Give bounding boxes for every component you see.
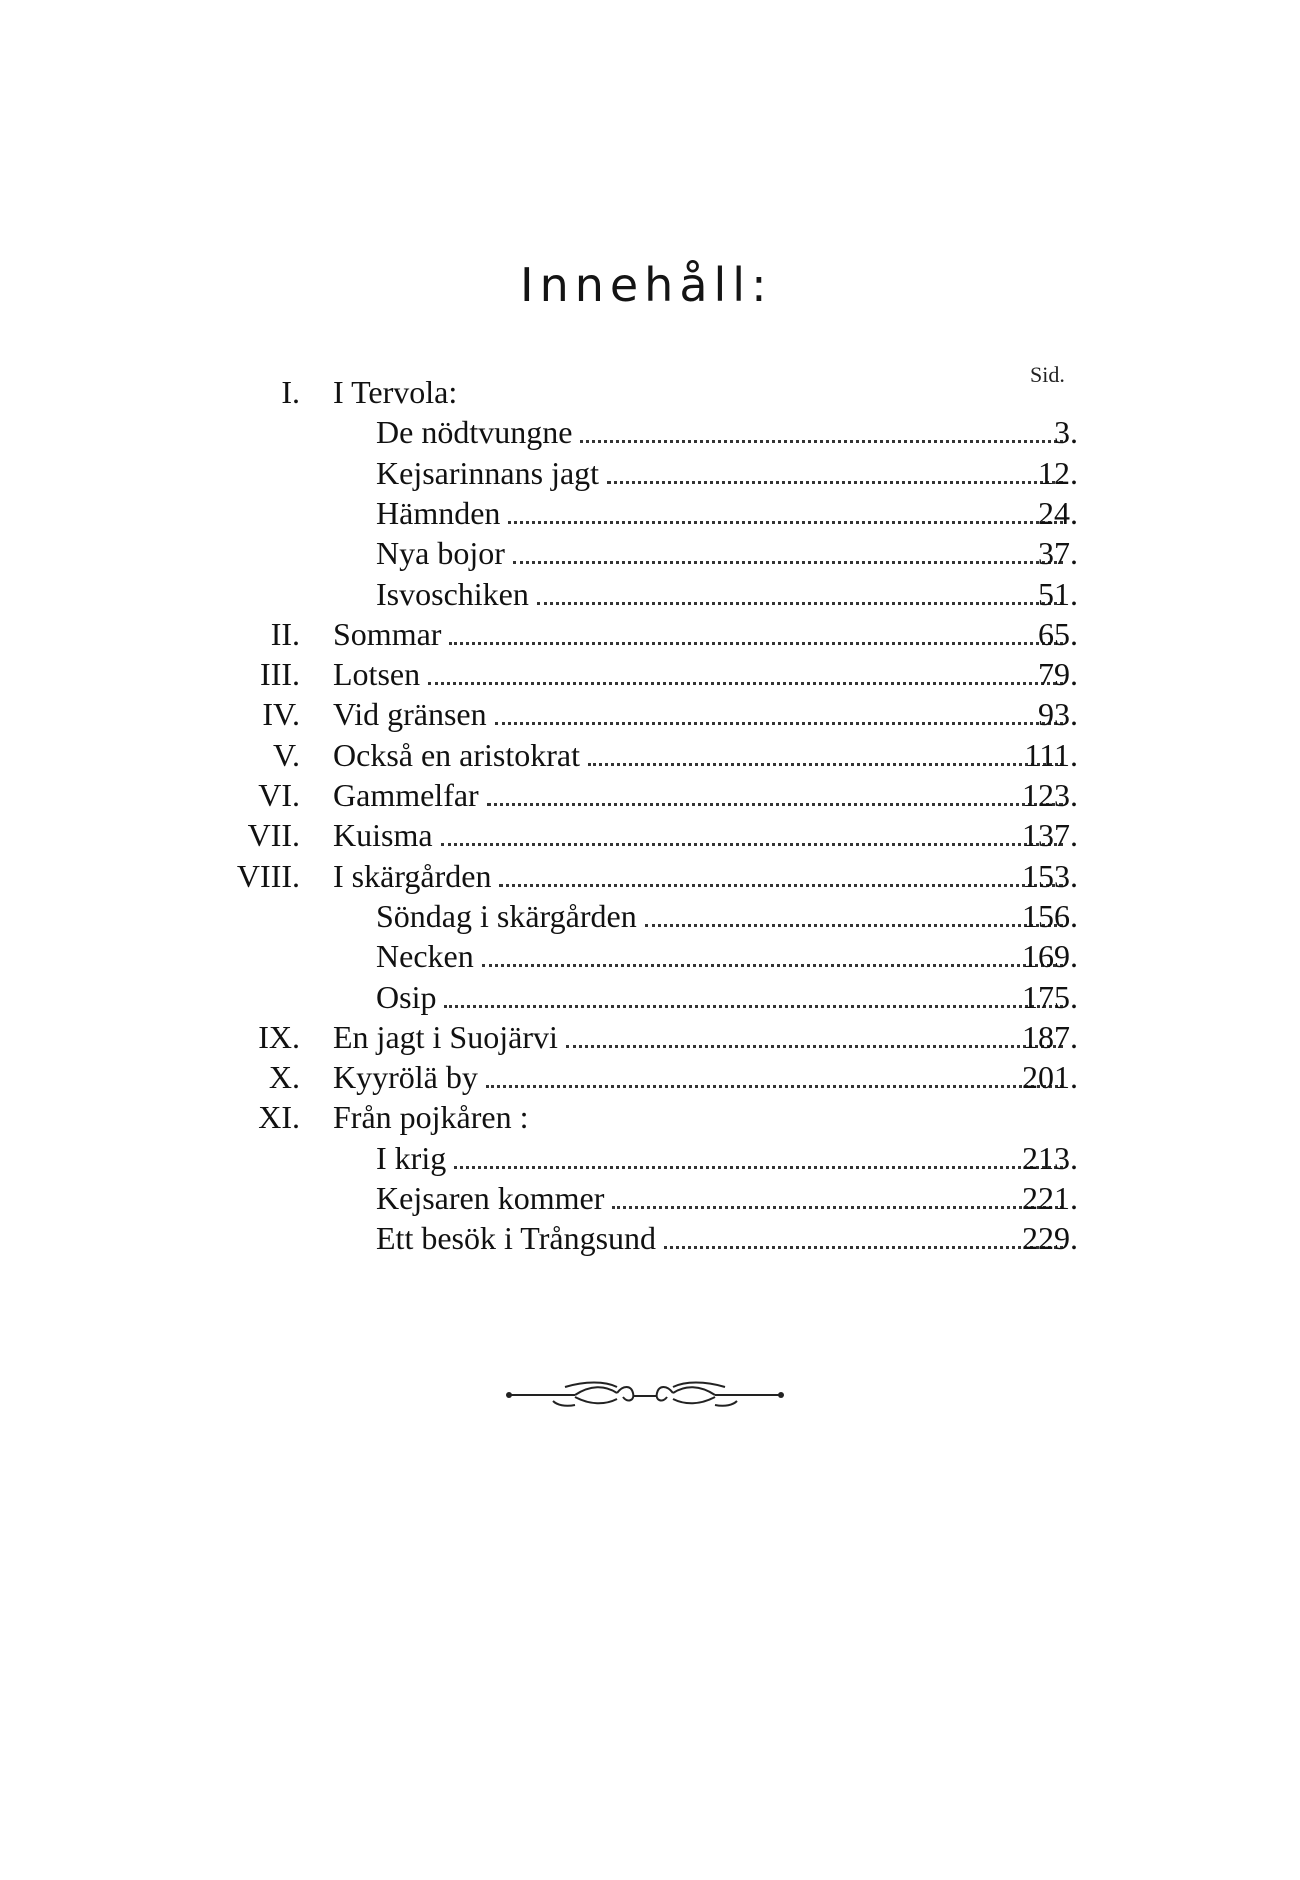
toc-row: [0, 694, 1300, 734]
entry-title: I skärgården: [333, 857, 492, 894]
toc-entry: [376, 936, 1073, 976]
entry-title: Osip: [376, 978, 437, 1015]
toc-entry: [333, 1057, 1073, 1097]
toc-entry: [333, 372, 733, 412]
toc-row: [0, 412, 1300, 452]
page-number: 229.: [1022, 1220, 1078, 1257]
entry-title: De nödtvungne: [376, 414, 573, 451]
page-number: 51.: [1038, 575, 1078, 612]
page-number: 201.: [1022, 1059, 1078, 1096]
page-number: 153.: [1022, 857, 1078, 894]
chapter-number: XI.: [258, 1099, 300, 1136]
entry-title: Nya bojor: [376, 535, 505, 572]
toc-row: [0, 1017, 1300, 1057]
page-number: 137.: [1022, 817, 1078, 854]
toc-row: [0, 453, 1300, 493]
toc-entry: [376, 1138, 1073, 1178]
page-number: 156.: [1022, 897, 1078, 934]
ornament-divider-icon: [505, 1375, 785, 1415]
dot-leader: [580, 440, 1063, 443]
toc-row: [0, 654, 1300, 694]
page-number: 93.: [1038, 696, 1078, 733]
page-number: 12.: [1038, 454, 1078, 491]
toc-row: [0, 1138, 1300, 1178]
toc-row: [0, 815, 1300, 855]
toc-entry: [333, 1017, 1073, 1057]
toc-entry: [376, 412, 1073, 452]
toc-entry: [333, 654, 1073, 694]
dot-leader: [588, 763, 1063, 766]
toc-entry: [333, 815, 1073, 855]
entry-title: Från pojkåren :: [333, 1099, 529, 1136]
toc-row: [0, 977, 1300, 1017]
toc-entry: [333, 775, 1073, 815]
entry-title: I krig: [376, 1139, 447, 1176]
toc-row: [0, 1097, 1300, 1137]
chapter-number: IX.: [258, 1018, 300, 1055]
dot-leader: [482, 964, 1063, 967]
toc-row: [0, 896, 1300, 936]
toc-row: [0, 574, 1300, 614]
dot-leader: [645, 924, 1063, 927]
entry-title: Kejsaren kommer: [376, 1180, 605, 1216]
dot-leader: [449, 642, 1063, 645]
toc-entry: [333, 694, 1073, 734]
toc-entry: [376, 574, 1073, 614]
chapter-number: V.: [273, 736, 300, 773]
toc-row: [0, 856, 1300, 896]
page-number: 24.: [1038, 494, 1078, 531]
chapter-number: VII.: [247, 817, 300, 854]
toc-entry: [333, 735, 1073, 775]
page-number: 3.: [1054, 414, 1078, 451]
page-number: 213.: [1022, 1139, 1078, 1176]
toc-row: [0, 936, 1300, 976]
dot-leader: [499, 884, 1063, 887]
entry-title: Hämnden: [376, 494, 501, 531]
chapter-number: X.: [268, 1059, 300, 1096]
page-number: 169.: [1022, 938, 1078, 975]
toc-entry: [376, 533, 1073, 573]
page-number: 175.: [1022, 978, 1078, 1015]
entry-title: Necken: [376, 938, 474, 975]
dot-leader: [612, 1206, 1063, 1209]
entry-title: Kyyrölä by: [333, 1059, 478, 1096]
toc-entry: [333, 1097, 733, 1137]
dot-leader: [508, 521, 1063, 524]
dot-leader: [441, 843, 1063, 846]
page-column-label: Sid.: [1030, 362, 1065, 387]
entry-title: Gammelfar: [333, 777, 479, 813]
entry-title: I Tervola:: [333, 374, 458, 410]
toc-row: [0, 735, 1300, 775]
entry-title: Söndag i skärgården: [376, 897, 637, 934]
chapter-number: IV.: [262, 696, 300, 733]
entry-title: Ett besök i Trångsund: [376, 1220, 657, 1257]
toc-row: [0, 614, 1300, 654]
toc-entry: [376, 977, 1073, 1017]
dot-leader: [566, 1045, 1063, 1048]
chapter-number: VIII.: [236, 857, 300, 894]
toc-entry: [376, 493, 1073, 533]
dot-leader: [486, 1085, 1063, 1088]
entry-title: Kuisma: [333, 817, 433, 854]
chapter-number: I.: [281, 374, 300, 410]
dot-leader: [444, 1005, 1063, 1008]
page-number: 187.: [1022, 1018, 1078, 1055]
dot-leader: [428, 682, 1063, 685]
toc-entry: [376, 453, 1073, 493]
page-number: 221.: [1022, 1180, 1078, 1216]
entry-title: En jagt i Suojärvi: [333, 1018, 558, 1055]
toc-row: [0, 775, 1300, 815]
chapter-number: III.: [260, 656, 300, 693]
chapter-number: VI.: [258, 777, 300, 813]
page-title: Innehåll:: [520, 258, 773, 312]
toc-row: [0, 1057, 1300, 1097]
entry-title: Kejsarinnans jagt: [376, 454, 600, 491]
toc-row: [0, 372, 1300, 412]
entry-title: Lotsen: [333, 656, 421, 693]
dot-leader: [454, 1166, 1063, 1169]
chapter-number: II.: [270, 615, 300, 652]
toc-row: [0, 533, 1300, 573]
page-number: 111.: [1024, 736, 1078, 773]
page-number: 79.: [1038, 656, 1078, 693]
toc-entry: [376, 896, 1073, 936]
entry-title: Vid gränsen: [333, 696, 487, 733]
dot-leader: [487, 803, 1063, 806]
dot-leader: [495, 722, 1063, 725]
entry-title: Också en aristokrat: [333, 736, 581, 773]
entry-title: Sommar: [333, 615, 442, 652]
page-number: 65.: [1038, 615, 1078, 652]
dot-leader: [537, 602, 1063, 605]
dot-leader: [607, 481, 1063, 484]
toc-entry: [376, 1218, 1073, 1258]
toc-row: [0, 1178, 1300, 1218]
toc-entry: [376, 1178, 1073, 1218]
page-number: 37.: [1038, 535, 1078, 572]
toc-entry: [333, 856, 1073, 896]
toc-entry: [333, 614, 1073, 654]
dot-leader: [664, 1246, 1063, 1249]
entry-title: Isvoschiken: [376, 575, 529, 612]
toc-row: [0, 493, 1300, 533]
dot-leader: [513, 561, 1063, 564]
page-number: 123.: [1022, 777, 1078, 813]
toc-row: [0, 1218, 1300, 1258]
